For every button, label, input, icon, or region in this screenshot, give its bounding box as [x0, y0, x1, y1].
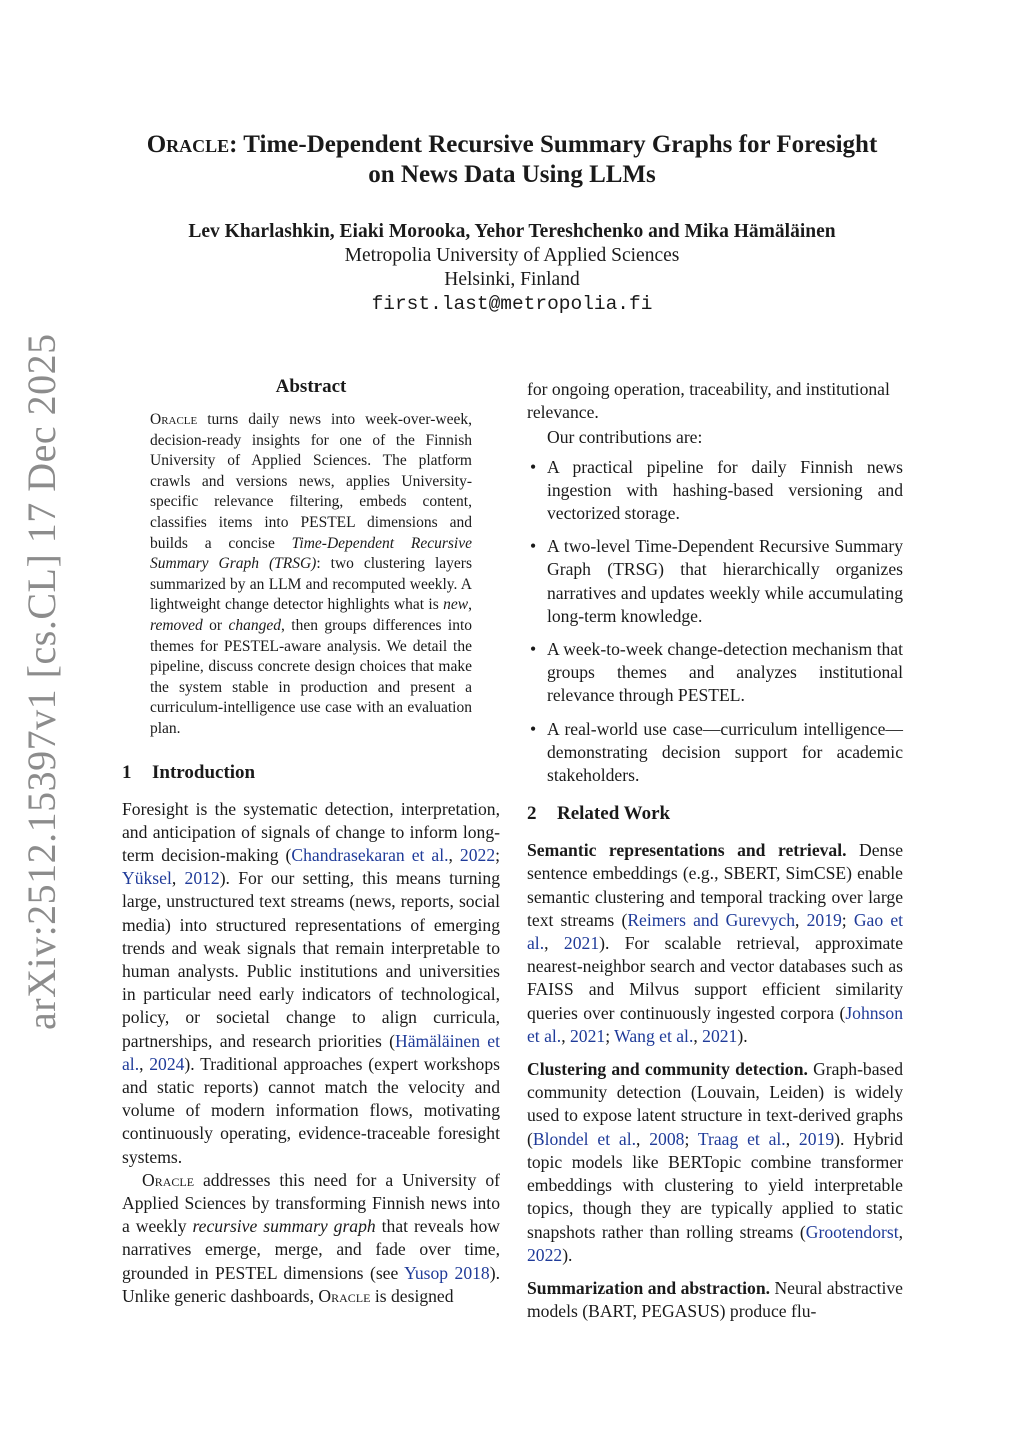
citation-link[interactable]: Grootendorst: [805, 1221, 899, 1242]
author-location: Helsinki, Finland: [444, 269, 580, 290]
author-email[interactable]: first.last@metropolia.fi: [371, 293, 653, 315]
text: ,: [448, 844, 460, 865]
text: ).: [737, 1025, 748, 1046]
abstract-part: turns daily news into week-over-week, decision-ready insights for one of the Finnish University of Applied Sciences. The platform crawls and versions news, applies University-specific relevance filtering, embeds content, classifies items into PESTEL dimensions and builds a concise: [150, 411, 472, 552]
citation-link[interactable]: 2021: [563, 933, 600, 954]
section-number: 2: [527, 803, 537, 825]
abstract-heading: Abstract: [275, 376, 347, 397]
contributions-intro: Our contributions are:: [547, 427, 703, 448]
section-title: Related Work: [557, 803, 671, 825]
text: ;: [495, 844, 500, 865]
arxiv-stamp: arXiv:2512.15397v1 [cs.CL] 17 Dec 2025: [19, 333, 64, 1030]
text: ,: [785, 1128, 799, 1149]
text: ).: [562, 1244, 573, 1265]
text: ;: [684, 1128, 698, 1149]
citation-link[interactable]: 2022: [527, 1244, 563, 1265]
intro-continuation: for ongoing operation, traceability, and institutional relevance.: [527, 379, 890, 423]
abstract-emph-new: new: [443, 596, 469, 614]
author-affiliation: Metropolia University of Applied Sciences: [344, 245, 680, 266]
section-heading-related-work: [527, 803, 903, 825]
related-summarization-paragraph: [527, 1277, 903, 1323]
citation-link[interactable]: 2021: [702, 1025, 738, 1046]
paragraph-heading: Semantic representations and retrieval.: [527, 840, 847, 861]
text: addresses this need for a University of Applied Sciences by transforming Finnish news into a weekly: [122, 1169, 500, 1237]
list-item: [527, 638, 903, 708]
bullet-icon: •: [530, 456, 537, 477]
citation-link[interactable]: 2021: [570, 1025, 606, 1046]
citation-link[interactable]: Yusop 2018: [404, 1262, 490, 1283]
citation-link[interactable]: 2019: [798, 1128, 835, 1149]
right-column: [527, 378, 903, 1323]
citation-link[interactable]: Yüksel: [122, 868, 172, 889]
title-system-name: Oracle: [146, 131, 230, 158]
bullet-icon: •: [530, 718, 537, 739]
citation-link[interactable]: Reimers and Gurevych: [627, 909, 796, 930]
title-line2: on News Data Using LLMs: [368, 161, 656, 188]
abstract-oracle: Oracle: [150, 411, 198, 428]
list-item-text: A practical pipeline for daily Finnish news ingestion with hashing-based versioning and vectorized storage.: [547, 456, 903, 524]
author-block: [100, 220, 924, 316]
author-names: Lev Kharlashkin, Eiaki Morooka, Yehor Tereshchenko and Mika Hämäläinen: [188, 221, 836, 242]
intro-paragraph-1: [122, 798, 500, 1169]
text: ,: [636, 1128, 650, 1149]
abstract-part: or: [202, 616, 229, 634]
text: is designed: [370, 1285, 454, 1306]
list-item-text: A two-level Time-Dependent Recursive Summary Graph (TRSG) that hierarchically organizes narratives and updates weekly while accumulating long-term knowledge.: [547, 536, 903, 626]
text: ,: [898, 1221, 903, 1242]
abstract-emph-trsg: Time-Dependent Recursive Summary Graph (TRSG): [150, 534, 472, 573]
list-item: [527, 718, 903, 788]
section-heading-introduction: [122, 762, 500, 784]
text: ,: [693, 1025, 703, 1046]
text: ). Unlike generic dashboards,: [122, 1262, 500, 1306]
citation-link[interactable]: Wang et al.: [614, 1025, 694, 1046]
left-column: [122, 376, 500, 1308]
emphasis: recursive summary graph: [192, 1216, 376, 1237]
abstract-part: ,: [468, 596, 472, 614]
abstract-emph-removed: removed: [150, 616, 203, 634]
list-item-text: A week-to-week change-detection mechanism that groups themes and analyzes institutional relevance through PESTEL.: [547, 639, 903, 706]
paragraph-heading: Summarization and abstraction.: [527, 1277, 771, 1298]
text: ,: [561, 1025, 570, 1046]
text: ,: [171, 868, 185, 889]
citation-link[interactable]: 2008: [649, 1128, 685, 1149]
text: Foresight is the systematic detection, interpretation, and anticipation of signals of change to inform long-term decision-making (: [122, 798, 500, 865]
citation-link[interactable]: Johnson et al.: [527, 1002, 903, 1046]
citation-link[interactable]: Hämäläinen et al.: [122, 1030, 500, 1074]
text: ,: [795, 909, 807, 930]
text: that reveals how narratives emerge, merge, and fade over time, grounded in PESTEL dimensions (see: [122, 1216, 500, 1283]
contributions-list: [527, 456, 903, 788]
text: Dense sentence embeddings (e.g., SBERT, SimCSE) enable semantic clustering and temporal tracking over large text streams (: [527, 840, 903, 930]
abstract-part: , then groups differences into themes for PESTEL-aware analysis. We detail the pipeline, discuss concrete design choices that make the system stable in production and present a curriculum-intelligence use case with an evaluation plan.: [150, 616, 472, 737]
text: ). Hybrid topic models like BERTopic combine transformer embeddings with clustering to yield interpretable topics, though they are typically applied to static snapshots rather than rolling streams (: [527, 1128, 904, 1242]
citation-link[interactable]: 2022: [459, 844, 496, 865]
text: Graph-based community detection (Louvain, Leiden) is widely used to expose latent structure in text-derived graphs (: [527, 1059, 903, 1149]
citation-link[interactable]: Gao et al.: [527, 909, 904, 954]
abstract-part: : two clustering layers summarized by an LLM and recomputed weekly. A lightweight change detector highlights what is: [150, 555, 472, 614]
text: ,: [544, 933, 564, 954]
paper-title: [100, 130, 924, 190]
section-title: Introduction: [152, 761, 256, 783]
text: ). For our setting, this means turning large, unstructured text streams (news, reports, social media) into structured representations of emerging trends and weak signals that remain interpretable to human analysts. Public institutions and universities in particular need early indicators of technological, policy, or societal change to align curricula, partnerships, and research priorities (: [122, 868, 500, 1051]
citation-link[interactable]: 2024: [149, 1053, 185, 1074]
list-item: [527, 535, 903, 628]
abstract-emph-changed: changed: [228, 616, 282, 634]
oracle-name: Oracle: [318, 1285, 371, 1306]
text: ,: [139, 1053, 150, 1074]
abstract-text: [150, 410, 472, 740]
list-item: [527, 456, 903, 526]
bullet-icon: •: [530, 536, 537, 557]
text: ;: [841, 909, 854, 930]
citation-link[interactable]: Chandrasekaran et al.: [291, 844, 449, 865]
text: ). For scalable retrieval, approximate nearest-neighbor search and vector databases such as FAISS and Milvus support efficient similarity queries over continuously ingested corpora (: [527, 933, 904, 1023]
citation-link[interactable]: Blondel et al.: [532, 1128, 637, 1149]
text: ;: [605, 1025, 615, 1046]
intro-paragraph-2: [122, 1169, 500, 1308]
text: Neural abstractive models (BART, PEGASUS) produce flu-: [527, 1277, 903, 1322]
bullet-icon: •: [530, 639, 537, 660]
citation-link[interactable]: 2019: [806, 909, 842, 930]
citation-link[interactable]: 2012: [184, 868, 220, 889]
oracle-name: Oracle: [142, 1169, 195, 1190]
related-semantic-paragraph: [527, 839, 903, 1048]
text: ). Traditional approaches (expert workshops and static reports) cannot match the velocity and volume of modern information flows, motivating continuously operating, evidence-traceable foresight systems.: [122, 1053, 500, 1167]
paragraph-heading: Clustering and community detection.: [527, 1059, 808, 1080]
list-item-text: A real-world use case—curriculum intelligence—demonstrating decision support for academic stakeholders.: [547, 718, 903, 786]
section-number: 1: [122, 761, 132, 783]
related-clustering-paragraph: [527, 1058, 903, 1267]
citation-link[interactable]: Traag et al.: [697, 1128, 786, 1149]
title-line1: : Time-Dependent Recursive Summary Graphs for Foresight: [229, 131, 878, 158]
